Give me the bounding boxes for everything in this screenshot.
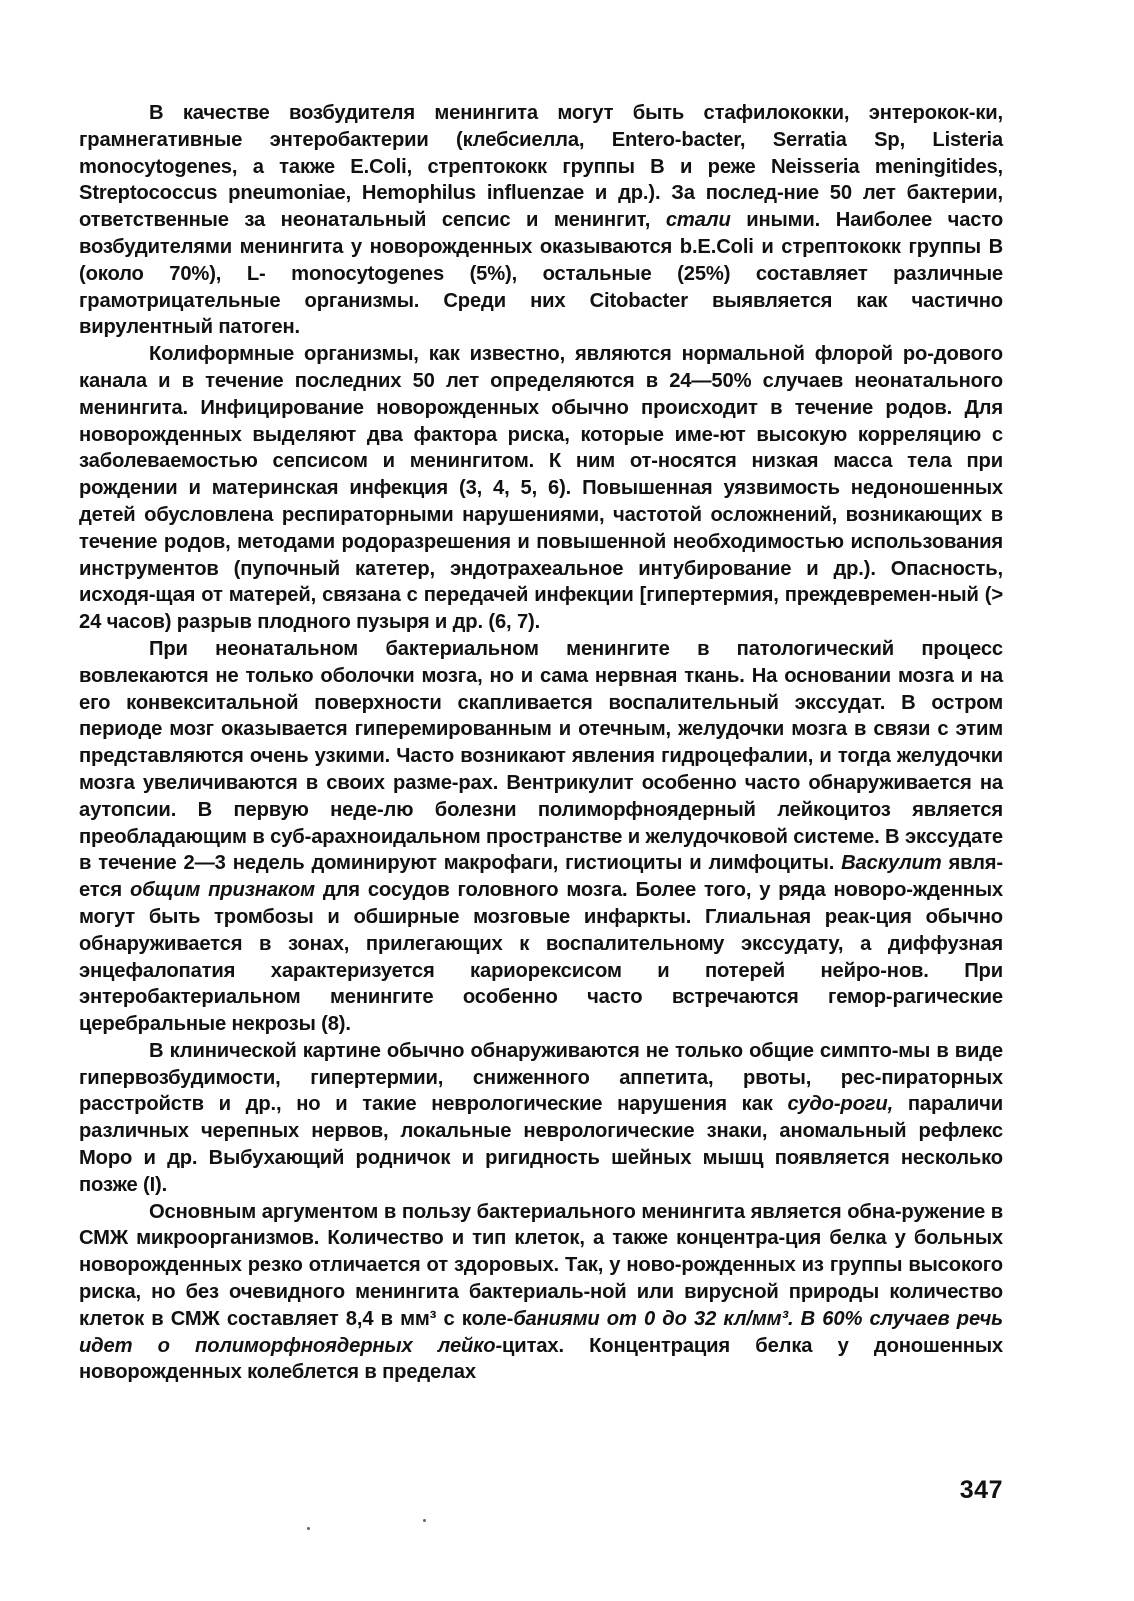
paragraph <box>79 1038 1003 1199</box>
paragraph <box>79 1199 1003 1387</box>
emphasized-text: судо-роги, <box>787 1093 894 1116</box>
paragraph-text: При неонатальном бактериальном менингите в патологический процесс вовлекаются не только оболочки мозга, но и сама нервная ткань. На основании мозга и на его конвекситальной поверхности скапливается воспалительный экссудат. В остром периоде мозг оказывается гиперемированным и отечным, желудочки мозга в связи с этим представляются очень узкими. Часто возникают явления гидроцефалии, и тогда желудочки мозга увеличиваются в своих разме-рах. Вентрикулит особенно часто обнаруживается на аутопсии. В первую неде-лю болезни полиморфноядерный лейкоцитоз является преобладающим в суб-арахноидальном пространстве и желудочковой системе. В экссудате в течение 2—3 недель доминируют макрофаги, гистиоциты и лимфоциты. <box>79 637 1003 875</box>
paragraph-text: Колиформные организмы, как известно, являются нормальной флорой ро-дового канала и в течение последних 50 лет определяются в 24—50% случаев неонатального менингита. Инфицирование новорожденных обычно происходит в течение родов. Для новорожденных выделяют два фактора риска, которые име-ют высокую корреляцию с заболеваемостью сепсисом и менингитом. К ним от-носятся низкая масса тела при рождении и материнская инфекция (3, 4, 5, 6). Повышенная уязвимость недоношенных детей обусловлена респираторными нарушениями, частотой осложнений, возникающих в течение родов, методами родоразрешения и повышенной необходимостью использования инструментов (пупочный катетер, эндотрахеальное интубирование и др.). Опасность, исходя-щая от матерей, связана с передачей инфекции [гипертермия, преждевремен-ный (> 24 часов) разрыв плодного пузыря и др. (6, 7). <box>79 343 1003 634</box>
paragraph-text: цитах. Концентрация белка у доношенных новорожденных колеблется в пределах <box>79 1334 1003 1384</box>
page-body-text <box>79 100 1003 1386</box>
emphasized-text: баниями от 0 до 32 кл/мм³. В 60% случаев речь идет о полиморфноядерных лейко- <box>79 1307 1004 1357</box>
emphasized-text: общим признаком <box>129 879 315 902</box>
page-number: 347 <box>959 1476 1003 1504</box>
paragraph-text: параличи различных черепных нервов, локальные неврологические знаки, аномальный рефлекс Моро и др. Выбухающий родничок и ригидность шейных мышц появляется несколько позже (I). <box>79 1093 1003 1196</box>
paragraph <box>79 100 1003 341</box>
paragraph <box>79 341 1003 636</box>
paragraph-text: для сосудов головного мозга. Более того, у ряда новоро-жденных могут быть тромбозы и обширные мозговые инфаркты. Глиальная реак-ция обычно обнаруживается в зонах, прилегающих к воспалительному экссудату, а диффузная энцефалопатия характеризуется кариорексисом и потерей нейро-нов. При энтеробактериальном менингите особенно часто встречаются гемор-рагические церебральные некрозы (8). <box>79 879 1003 1036</box>
scan-speck <box>423 1519 426 1522</box>
paragraph-text: иными. Наиболее часто возбудителями менингита у новорожденных оказываются b.E.Coli и стрептококк группы В (около 70%), L- monocytogenes (5%), остальные (25%) составляет различные грамотрицательные организмы. Среди них Citobacter выявляется как частично вирулентный патоген. <box>79 209 1003 339</box>
paragraph-text: явля-ется <box>79 852 1003 902</box>
scan-speck <box>307 1527 310 1530</box>
paragraph-text: В клинической картине обычно обнаруживаются не только общие симпто-мы в виде гипервозбудимости, гипертермии, сниженного аппетита, рвоты, рес-пираторных расстройств и др., но и такие неврологические нарушения как <box>79 1039 1003 1116</box>
paragraph-text: В качестве возбудителя менингита могут быть стафилококки, энтерокок-ки, грамнегативные энтеробактерии (клебсиелла, Entero-bacter, Serratia Sp, Listeria monocytogenes, а также E.Coli, стрептококк группы В и реже Neisseria meningitides, Streptococcus pneumoniae, Hemophilus influenzae и др.). За послед-ние 50 лет бактерии, ответственные за неонатальный сепсис и менингит, <box>79 102 1003 232</box>
emphasized-text: стали <box>665 209 731 232</box>
paragraph <box>79 636 1003 1038</box>
paragraph-text: Основным аргументом в пользу бактериального менингита является обна-ружение в СМЖ микроорганизмов. Количество и тип клеток, а также концентра-ция белка у больных новорожденных резко отличается от здоровых. Так, у ново-рожденных из группы высокого риска, но без очевидного менингита бактериаль-ной или вирусной природы количество клеток в СМЖ составляет 8,4 в мм³ с коле- <box>79 1200 1003 1330</box>
emphasized-text: Васкулит <box>841 852 942 875</box>
